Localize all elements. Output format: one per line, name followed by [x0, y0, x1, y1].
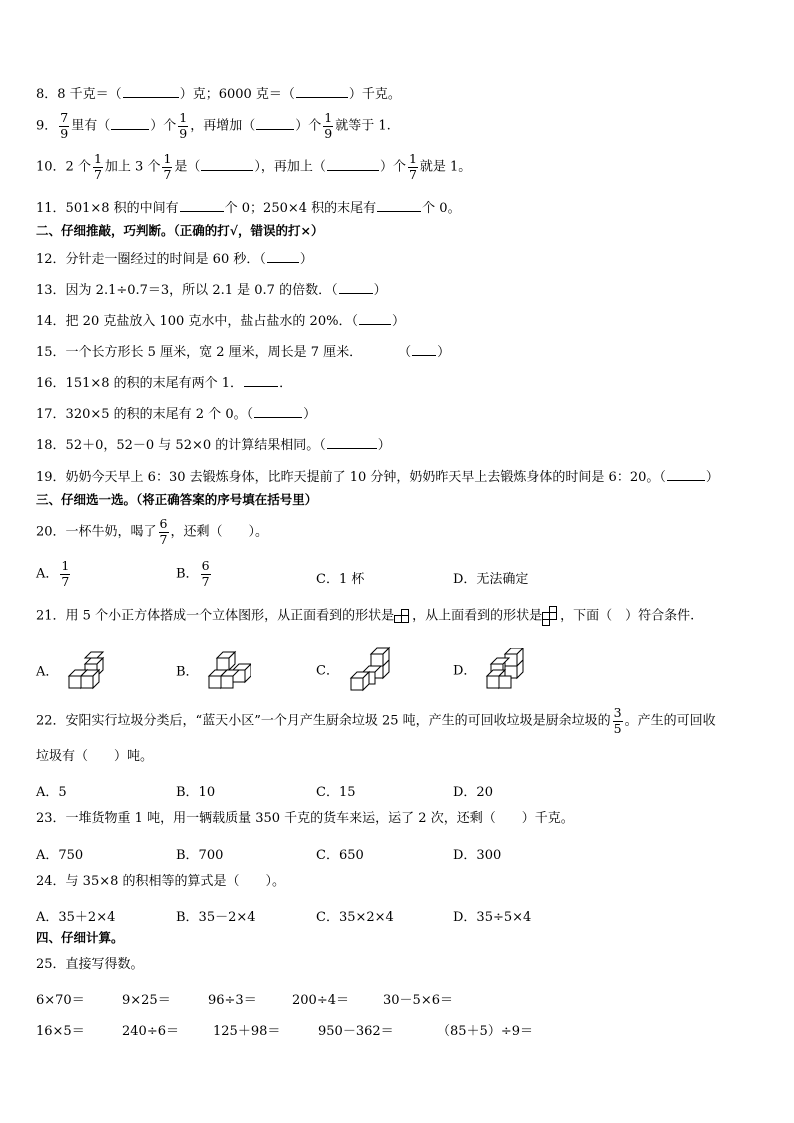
calc-item[interactable]: 30－5×6＝ [383, 993, 453, 1008]
answer-blank[interactable] [327, 437, 377, 449]
question-16: 16．151×8 的积的末尾有两个 1． ． [36, 376, 293, 391]
q21-option-d[interactable]: D． [453, 648, 525, 690]
question-9: 9． $\frac{7}{9}$ 里有（ ）个 $\frac{1}{9}$ ，再增加（ ）个 $\frac{1}{9}$ 就等于 1. [36, 110, 391, 141]
answer-blank[interactable] [256, 118, 294, 130]
q22-option-a[interactable]: A．5 [36, 785, 67, 800]
answer-blank[interactable] [377, 200, 421, 212]
calc-item[interactable]: 200÷4＝ [292, 993, 349, 1008]
q23-option-c[interactable]: C．650 [316, 848, 364, 863]
question-13: 13．因为 2.1÷0.7＝3，所以 2.1 是 0.7 的倍数．（ ） [36, 283, 387, 298]
section-2-heading: 二、仔细推敲，巧判断。（正确的打√，错误的打×） [36, 223, 324, 238]
fraction: $\frac{1}{9}$ [324, 110, 333, 141]
fraction: $\frac{7}{9}$ [60, 110, 69, 141]
calc-item[interactable]: 6×70＝ [36, 993, 85, 1008]
q20-option-a[interactable]: A． $\frac{1}{7}$ [36, 558, 70, 589]
question-21: 21．用 5 个小正方体搭成一个立体图形，从正面看到的形状是 ，从上面看到的形状是 ，下面（ ）符合条件. [36, 606, 694, 626]
answer-blank[interactable] [339, 282, 373, 294]
question-24: 24．与 35×8 的积相等的算式是（ ）。 [36, 874, 286, 889]
question-11: 11．501×8 积的中间有 个 0；250×4 积的末尾有 个 0。 [36, 201, 461, 216]
answer-blank[interactable] [359, 313, 391, 325]
answer-blank[interactable] [667, 469, 705, 481]
q24-option-d[interactable]: D．35÷5×4 [453, 910, 532, 925]
answer-blank[interactable] [267, 251, 299, 263]
question-10: 10．2 个 $\frac{1}{7}$ 加上 3 个 $\frac{1}{7}$ 是（ ），再加上（ ）个 $\frac{1}{7}$ 就是 1。 [36, 151, 472, 182]
top-view-icon [542, 606, 560, 626]
answer-blank[interactable] [254, 406, 302, 418]
cube-figure-icon [481, 648, 525, 690]
question-25: 25．直接写得数。 [36, 957, 144, 972]
q22-option-b[interactable]: B．10 [176, 785, 216, 800]
answer-blank[interactable] [327, 159, 379, 171]
question-17: 17．320×5 的积的末尾有 2 个 0。（ ） [36, 407, 317, 422]
question-14: 14．把 20 克盐放入 100 克水中，盐占盐水的 20%．（ ） [36, 314, 405, 329]
section-4-heading: 四、仔细计算。 [36, 930, 124, 945]
q24-option-b[interactable]: B．35－2×4 [176, 910, 256, 925]
q23-option-b[interactable]: B．700 [176, 848, 224, 863]
q23-option-a[interactable]: A．750 [36, 848, 84, 863]
q21-option-b[interactable]: B． [176, 650, 251, 690]
front-view-icon [394, 609, 412, 623]
fraction: $\frac{1}{7}$ [93, 151, 102, 182]
question-23: 23．一堆货物重 1 吨，用一辆载质量 350 千克的货车来运，运了 2 次，还剩（ ）千克。 [36, 811, 574, 826]
q20-option-c[interactable]: C．1 杯 [316, 572, 365, 587]
answer-blank[interactable] [244, 375, 278, 387]
answer-blank[interactable] [201, 159, 253, 171]
cube-figure-icon [63, 650, 107, 690]
calc-item[interactable]: 125＋98＝ [213, 1024, 281, 1039]
question-8: 8．8 千克＝（ ）克；6000 克＝（ ）千克。 [36, 87, 401, 102]
calc-item[interactable]: 96÷3＝ [208, 993, 257, 1008]
answer-blank[interactable] [123, 86, 179, 98]
question-20: 20．一杯牛奶，喝了 $\frac{6}{7}$ ，还剩（ ）。 [36, 516, 269, 547]
answer-blank[interactable] [180, 200, 224, 212]
q22-option-d[interactable]: D．20 [453, 785, 493, 800]
q22-option-c[interactable]: C．15 [316, 785, 356, 800]
q21-option-c[interactable]: C． [316, 646, 393, 692]
calc-item[interactable]: （85＋5）÷9＝ [437, 1024, 533, 1039]
question-12: 12．分针走一圈经过的时间是 60 秒．（ ） [36, 252, 313, 267]
fraction: $\frac{1}{7}$ [408, 151, 417, 182]
question-18: 18．52＋0，52－0 与 52×0 的计算结果相同。（ ） [36, 438, 391, 453]
q23-option-d[interactable]: D．300 [453, 848, 502, 863]
cube-figure-icon [203, 650, 251, 690]
q24-option-a[interactable]: A．35＋2×4 [36, 910, 116, 925]
question-22-cont: 垃圾有（ ）吨。 [36, 749, 154, 764]
section-3-heading: 三、仔细选一选。（将正确答案的序号填在括号里） [36, 492, 318, 507]
fraction: $\frac{1}{9}$ [179, 110, 188, 141]
question-22: 22．安阳实行垃圾分类后，“蓝天小区”一个月产生厨余垃圾 25 吨，产生的可回收垃圾是厨余垃圾的 $\frac{3}{5}$ 。产生的可回收 [36, 705, 716, 736]
q21-option-a[interactable]: A． [36, 650, 107, 690]
question-15: 15．一个长方形长 5 厘米，宽 2 厘米，周长是 7 厘米． （ ） [36, 345, 451, 360]
calc-item[interactable]: 16×5＝ [36, 1024, 85, 1039]
fraction: $\frac{1}{7}$ [163, 151, 172, 182]
calc-item[interactable]: 9×25＝ [122, 993, 171, 1008]
fraction: $\frac{6}{7}$ [159, 516, 168, 547]
question-19: 19．奶奶今天早上 6：30 去锻炼身体，比昨天提前了 10 分钟，奶奶昨天早上去锻炼身体的时间是 6：20。（ ） [36, 470, 719, 485]
calc-item[interactable]: 240÷6＝ [122, 1024, 179, 1039]
calc-item[interactable]: 950－362＝ [318, 1024, 394, 1039]
q24-option-c[interactable]: C．35×2×4 [316, 910, 394, 925]
answer-blank[interactable] [296, 86, 348, 98]
answer-blank[interactable] [111, 118, 149, 130]
cube-figure-icon [343, 646, 393, 692]
answer-blank[interactable] [412, 344, 436, 356]
q20-option-b[interactable]: B． $\frac{6}{7}$ [176, 558, 210, 589]
fraction: $\frac{3}{5}$ [613, 705, 622, 736]
q20-option-d[interactable]: D．无法确定 [453, 572, 529, 587]
